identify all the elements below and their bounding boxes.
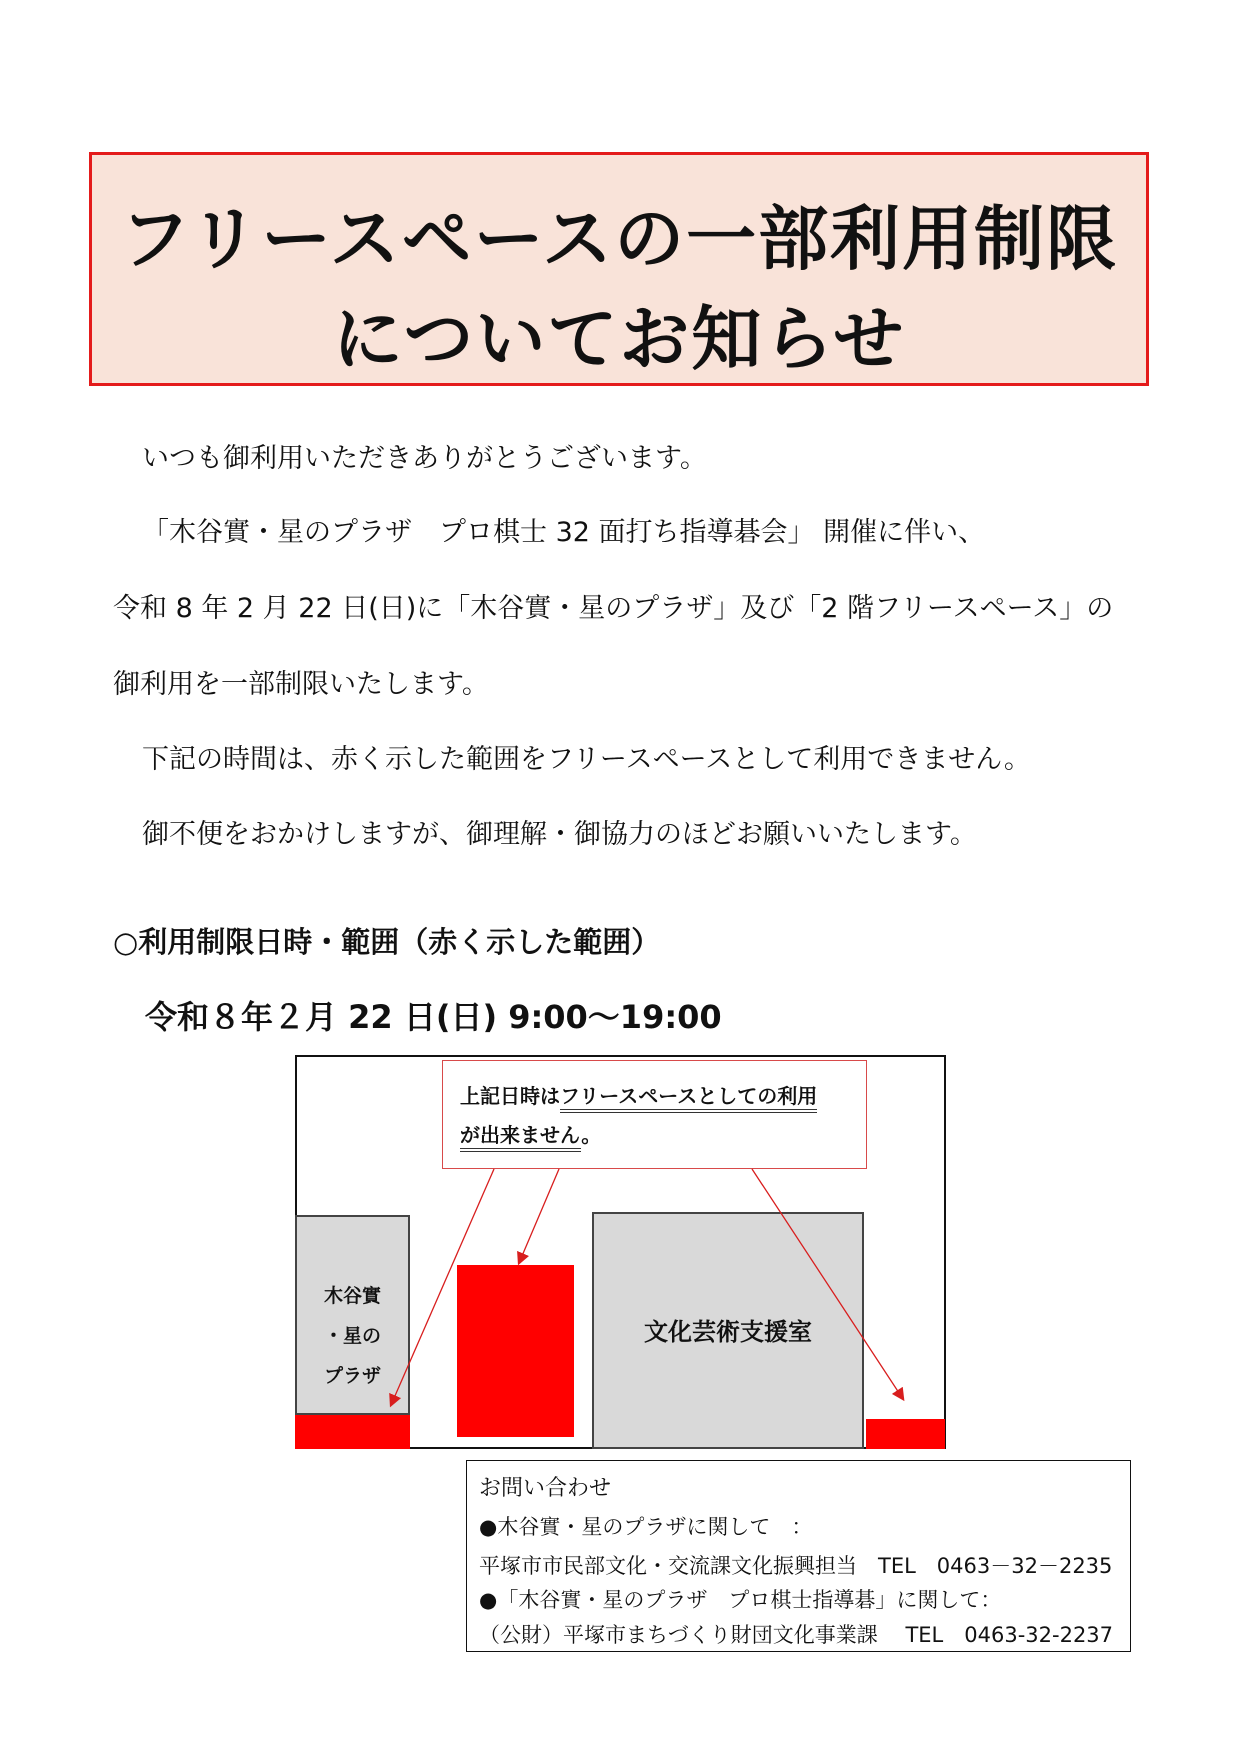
contact-item-1-detail: 平塚市市民部文化・交流課文化振興担当 TEL 0463－32－2235 (479, 1554, 1113, 1578)
body-paragraph-restriction: 御利用を一部制限いたします。 (113, 669, 489, 700)
contact-box (466, 1460, 1131, 1652)
body-paragraph-event: 「木谷實・星のプラザ プロ棋士 32 面打ち指導碁会」 開催に伴い、 (142, 517, 986, 548)
contact-heading: お問い合わせ (479, 1476, 612, 1501)
body-paragraph-greeting: いつも御利用いただきありがとうございます。 (142, 443, 707, 474)
restriction-datetime: 令和８年２月 22 日(日) 9:00～19:00 (145, 998, 722, 1036)
arrow-to-plaza (391, 1169, 494, 1405)
contact-item-2-label: ●「木谷實・星のプラザ プロ棋士指導碁」に関して： (479, 1588, 1002, 1612)
callout-underlined-1: フリースペースとしての利用 (560, 1084, 817, 1113)
contact-item-1-label: ●木谷實・星のプラザに関して ： (479, 1515, 813, 1539)
body-paragraph-area: 下記の時間は、赤く示した範囲をフリースペースとして利用できません。 (142, 744, 1031, 775)
culture-support-room-label: 文化芸術支援室 (644, 1318, 812, 1346)
plaza-room-label-line-3: プラザ (323, 1365, 381, 1387)
title-line-2: についてお知らせ (332, 298, 906, 380)
callout-underlined-2: が出来ません (460, 1123, 581, 1152)
section-heading: ○利用制限日時・範囲（赤く示した範囲） (113, 925, 661, 959)
arrow-to-right (752, 1169, 903, 1399)
contact-item-2-detail: （公財）平塚市まちづくり財団文化事業課 TEL 0463-32-2237 (479, 1623, 1114, 1647)
body-paragraph-date: 令和 8 年 2 月 22 日(日)に「木谷實・星のプラザ」及び「2 階フリースペース」の (113, 593, 1114, 624)
plaza-room-label-line-1: 木谷實 (323, 1285, 381, 1307)
plaza-room-label-line-2: ・星の (323, 1325, 381, 1347)
arrow-to-center (519, 1169, 559, 1263)
callout-prefix: 上記日時は (460, 1084, 560, 1108)
body-paragraph-apology: 御不便をおかけしますが、御理解・御協力のほどお願いいたします。 (142, 819, 977, 850)
title-line-1: フリースペースの一部利用制限 (119, 198, 1119, 280)
callout-suffix: 。 (581, 1123, 602, 1147)
